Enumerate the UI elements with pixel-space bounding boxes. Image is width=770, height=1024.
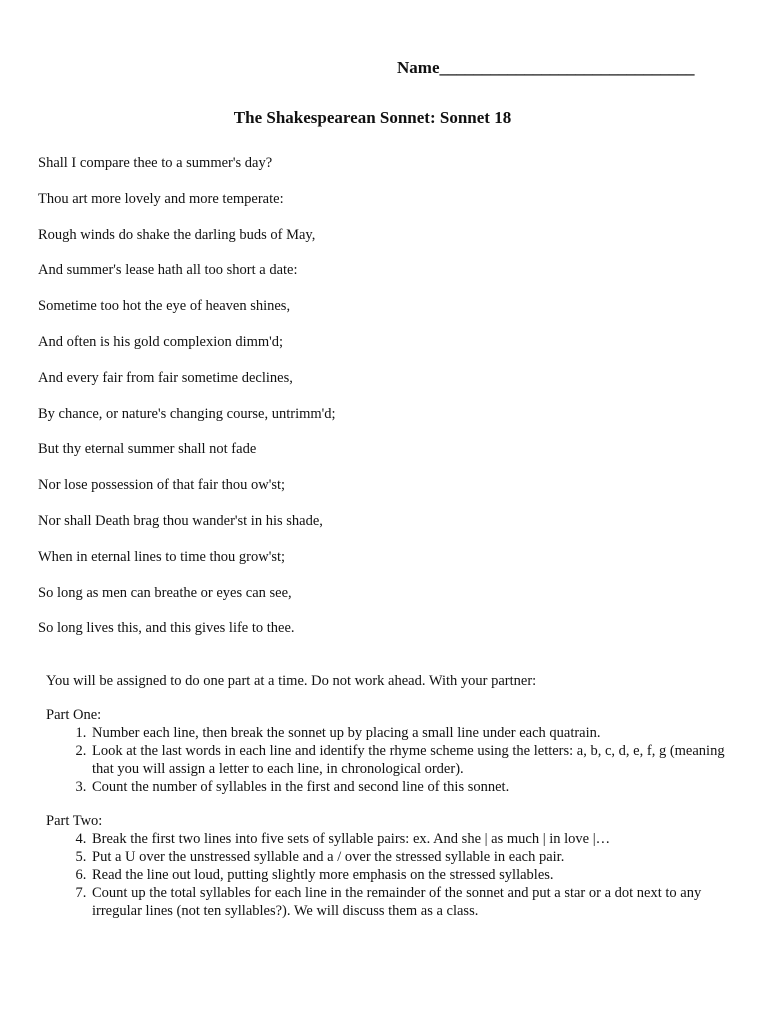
- sonnet-line: And often is his gold complexion dimm'd;: [38, 333, 284, 350]
- step-item: 1. Number each line, then break the sonnet up by placing a small line under each quatrain.: [90, 724, 736, 742]
- part-one-heading: Part One:: [46, 707, 102, 723]
- sonnet-line: So long as men can breathe or eyes can see,: [38, 584, 292, 601]
- page-title: The Shakespearean Sonnet: Sonnet 18: [233, 108, 512, 127]
- part-one-steps: [46, 724, 736, 796]
- step-item: 3. Count the number of syllables in the first and second line of this sonnet.: [90, 778, 736, 796]
- sonnet-line: But thy eternal summer shall not fade: [38, 441, 257, 458]
- step-item: 2. Look at the last words in each line and identify the rhyme scheme using the letters: a, b, c, d, e, f, g (meaning that you will assign a letter to each line, in chronological order).: [90, 742, 736, 778]
- part-two-heading: Part Two:: [46, 813, 103, 829]
- sonnet-line: When in eternal lines to time thou grow'st;: [38, 548, 286, 565]
- sonnet-line: Shall I compare thee to a summer's day?: [38, 155, 273, 171]
- sonnet-line: And summer's lease hath all too short a date:: [38, 262, 298, 279]
- sonnet-line: Nor shall Death brag thou wander'st in his shade,: [38, 512, 323, 529]
- sonnet-line: Nor lose possession of that fair thou ow'st;: [38, 477, 286, 494]
- sonnet-text: [38, 154, 336, 655]
- sonnet-line: Thou art more lovely and more temperate:: [38, 190, 284, 207]
- instructions: [46, 672, 736, 936]
- sonnet-line: And every fair from fair sometime declines,: [38, 369, 293, 386]
- step-item: 5. Put a U over the unstressed syllable and a / over the stressed syllable in each pair.: [90, 848, 736, 866]
- sonnet-line: Rough winds do shake the darling buds of May,: [38, 226, 316, 243]
- step-item: 6. Read the line out loud, putting slightly more emphasis on the stressed syllables.: [90, 866, 736, 884]
- sonnet-line: Sometime too hot the eye of heaven shines,: [38, 298, 291, 315]
- instructions-intro: You will be assigned to do one part at a time. Do not work ahead. With your partner:: [46, 673, 537, 689]
- step-item: 7. Count up the total syllables for each line in the remainder of the sonnet and put a star or a dot next to any irregular lines (not ten syllables?). We will discuss them as a class.: [90, 884, 736, 920]
- part-two-steps: [46, 830, 736, 920]
- sonnet-line: By chance, or nature's changing course, untrimm'd;: [38, 405, 336, 422]
- name-field: Name______________________________: [397, 58, 695, 77]
- sonnet-line: So long lives this, and this gives life to thee.: [38, 620, 295, 637]
- step-item: 4. Break the first two lines into five sets of syllable pairs: ex. And she | as much | in love |…: [90, 830, 736, 848]
